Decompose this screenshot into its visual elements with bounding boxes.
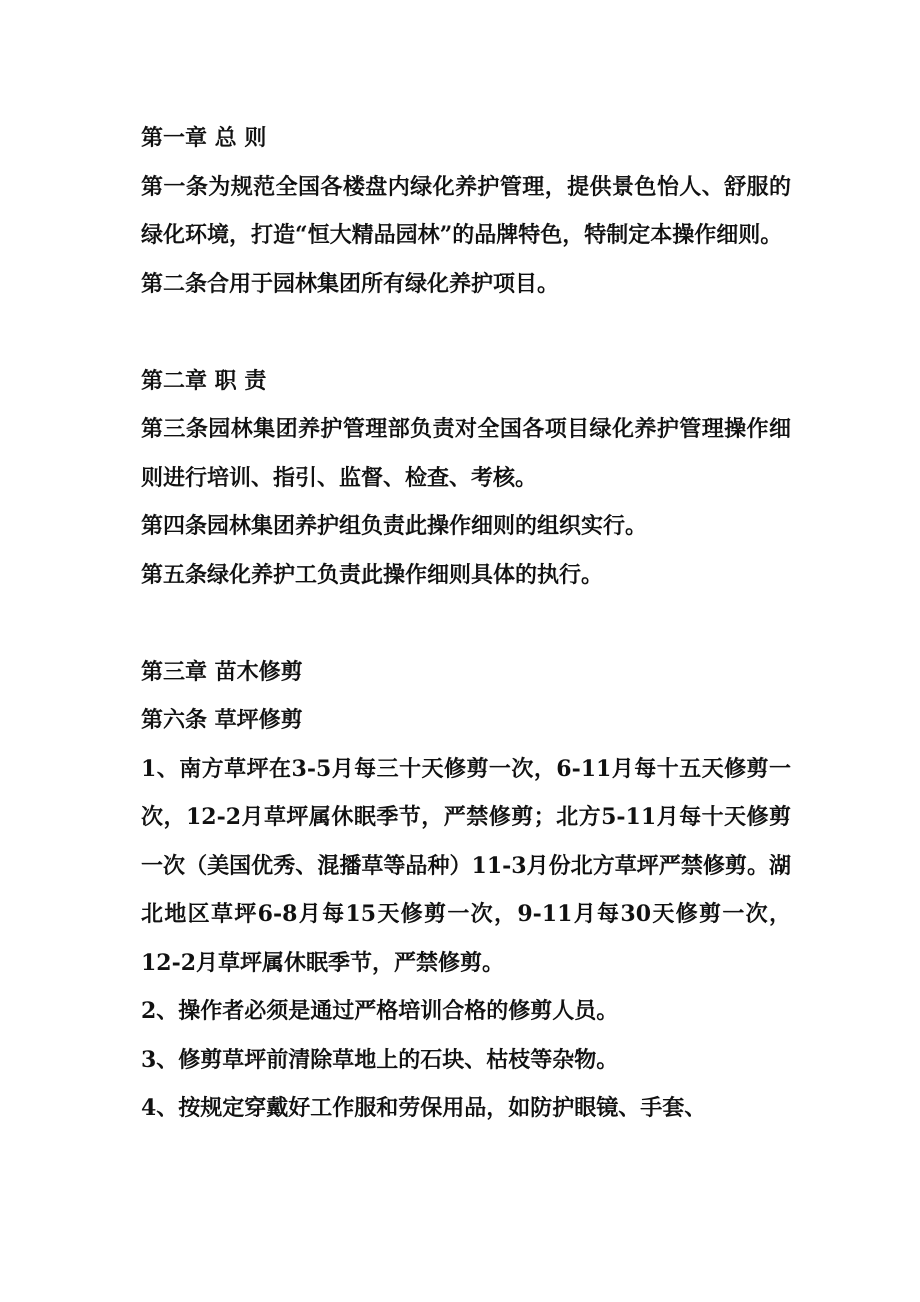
article-5: 第五条绿化养护工负责此操作细则具体的执行。 xyxy=(141,561,604,588)
document-body xyxy=(141,114,791,1133)
article-3: 第三条园林集团养护管理部负责对全国各项目绿化养护管理操作细则进行培训、指引、监督、检查、考核。 xyxy=(141,416,791,491)
list-item-4: 4、按规定穿戴好工作服和劳保用品，如防护眼镜、手套、 xyxy=(141,1095,707,1121)
article-4: 第四条园林集团养护组负责此操作细则的组织实行。 xyxy=(141,513,648,539)
article-6-heading: 第六条 草坪修剪 xyxy=(141,707,303,733)
article-1: 第一条为规范全国各楼盘内绿化养护管理，提供景色怡人、舒服的绿化环境，打造“恒大精品园林”的品牌特色，特制定本操作细则。 xyxy=(141,173,791,248)
section-gap xyxy=(141,308,791,357)
chapter-1-heading: 第一章 总 则 xyxy=(141,125,267,151)
list-item-3: 3、修剪草坪前清除草地上的石块、枯枝等杂物。 xyxy=(141,1046,619,1073)
article-2: 第二条合用于园林集团所有绿化养护项目。 xyxy=(141,270,560,297)
chapter-2-heading: 第二章 职 责 xyxy=(141,367,267,394)
chapter-3-heading: 第三章 苗木修剪 xyxy=(141,658,303,685)
list-item-2: 2、操作者必须是通过严格培训合格的修剪人员。 xyxy=(141,998,619,1024)
list-item-1: 1、南方草坪在3-5月每三十天修剪一次，6-11月每十五天修剪一次，12-2月草坪属休眠季节，严禁修剪；北方5-11月每十天修剪一次（美国优秀、混播草等品种）11-3月份北方草坪严禁修剪。湖北地区草坪6-8月每15天修剪一次，9-11月每30天修剪一次，12-2月草坪属休眠季节，严禁修剪。 xyxy=(141,755,791,976)
section-gap xyxy=(141,599,791,648)
